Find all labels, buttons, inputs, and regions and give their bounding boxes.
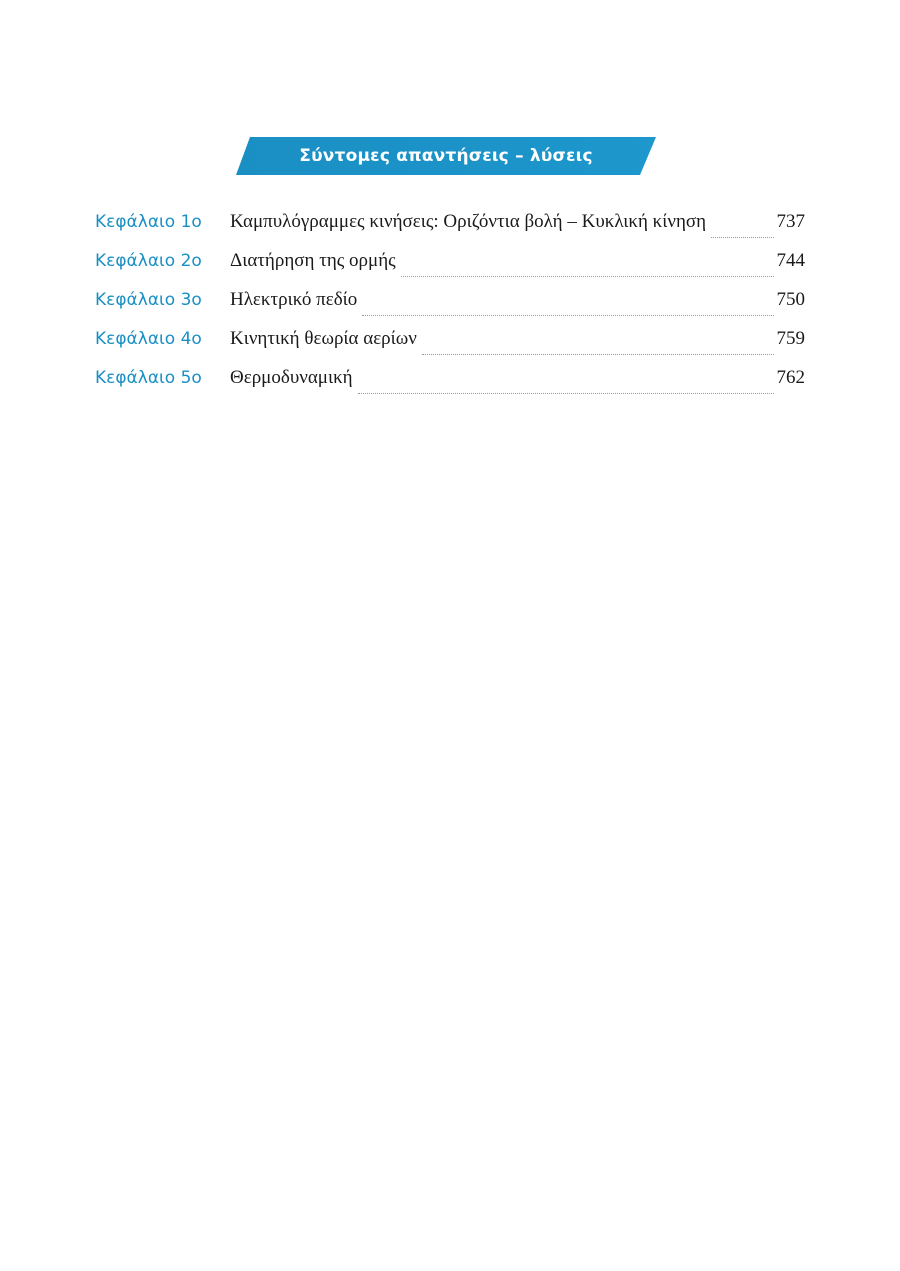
page-number: 737 <box>776 211 805 232</box>
section-banner <box>236 137 656 175</box>
dot-leader <box>711 236 773 238</box>
toc-row[interactable] <box>95 289 805 328</box>
toc-row[interactable] <box>95 250 805 289</box>
page-number: 762 <box>776 367 805 388</box>
toc-row[interactable] <box>95 328 805 367</box>
page-title: Σύντομες απαντήσεις – λύσεις <box>299 146 593 166</box>
dot-leader <box>362 314 773 316</box>
chapter-label: Κεφάλαιο 2ο <box>95 251 202 271</box>
entry-title: Κινητική θεωρία αερίων <box>230 328 417 349</box>
entry-title: Διατήρηση της ορμής <box>230 250 396 271</box>
page-number: 750 <box>776 289 805 310</box>
entry-title: Ηλεκτρικό πεδίο <box>230 289 358 310</box>
page-number: 744 <box>776 250 805 271</box>
chapter-label: Κεφάλαιο 1ο <box>95 212 202 232</box>
chapter-label: Κεφάλαιο 4ο <box>95 329 202 349</box>
page-number: 759 <box>776 328 805 349</box>
table-of-contents <box>95 211 805 406</box>
chapter-label: Κεφάλαιο 5ο <box>95 368 202 388</box>
entry-title: Καμπυλόγραμμες κινήσεις: Οριζόντια βολή – Κυκλική κίνηση <box>230 211 707 232</box>
chapter-label: Κεφάλαιο 3ο <box>95 290 202 310</box>
toc-row[interactable] <box>95 211 805 250</box>
dot-leader <box>401 275 774 277</box>
toc-row[interactable] <box>95 367 805 406</box>
dot-leader <box>358 392 774 394</box>
dot-leader <box>422 353 774 355</box>
entry-title: Θερμοδυναμική <box>230 367 353 388</box>
